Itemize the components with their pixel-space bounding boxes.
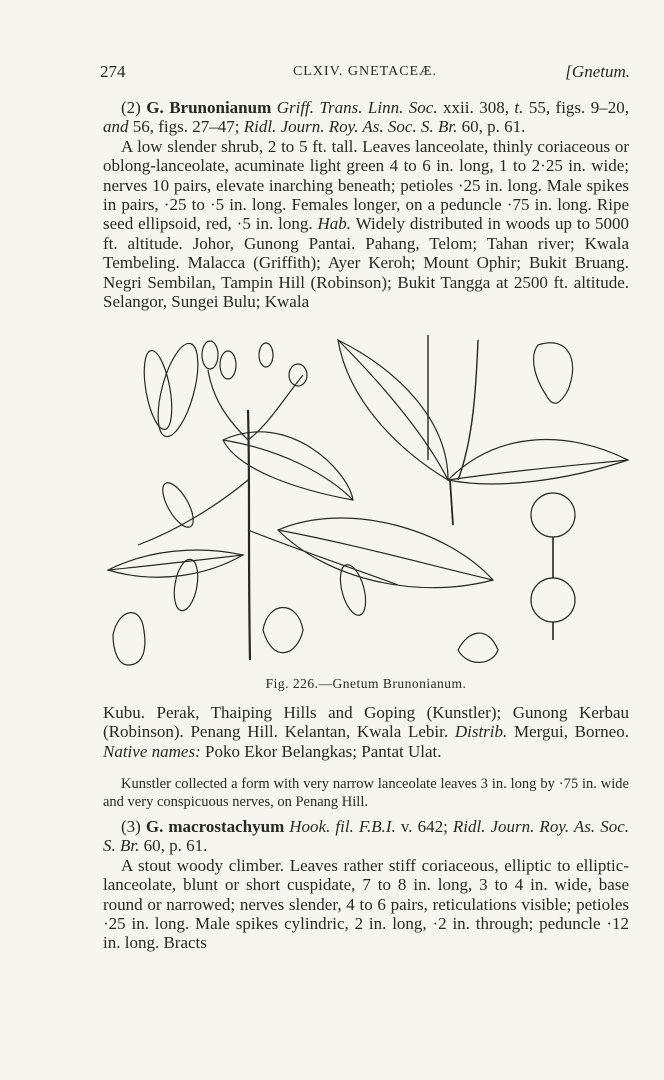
branch <box>208 370 248 440</box>
seed <box>157 478 199 531</box>
species-2-entry <box>103 98 629 311</box>
locality-text: Kubu. Perak, Thaiping Hills and Goping (Kunstler); Gunong Kerbau (Robinson). Penang Hill. Kelantan, Kwala Lebir. <box>103 703 629 742</box>
citation: Ridl. Journ. Roy. As. Soc. S. Br. <box>103 817 630 856</box>
citation-detail: 60, p. 61. <box>139 836 208 856</box>
species-2-note <box>103 775 629 811</box>
citation-detail: 60, p. 61. <box>457 117 526 137</box>
citation-detail: xxii. 308, <box>437 98 515 117</box>
species-2-continued <box>103 703 629 761</box>
native-names-text: Poko Ekor Belangkas; Pantat Ulat. <box>200 741 442 761</box>
leaf <box>338 340 448 480</box>
habitat-label: Hab. <box>317 214 352 234</box>
seed-detail <box>534 343 573 403</box>
native-names-label: Native names: <box>103 741 201 761</box>
stem <box>248 410 250 660</box>
leaf <box>448 440 628 484</box>
running-head: CLXIV. GNETACEÆ. <box>292 64 438 79</box>
leaf <box>108 550 243 577</box>
branch <box>138 480 248 545</box>
species-name: G. macrostachyum <box>145 817 285 836</box>
bract-detail <box>458 633 498 662</box>
species-number: (2) <box>121 98 141 117</box>
species-3-heading <box>103 817 629 856</box>
citation: Ridl. Journ. Roy. As. Soc. S. Br. <box>243 117 458 137</box>
branch <box>248 530 398 585</box>
female-spike-head <box>531 493 575 537</box>
species-name: G. Brunonianum <box>146 98 272 117</box>
plate-abbrev: t. <box>514 98 524 117</box>
leaf <box>223 432 353 500</box>
description-text: A low slender shrub, 2 to 5 ft. tall. Leaves lanceolate, thinly coriaceous or oblong-lanceolate, acuminate light green 4 to 6 in. long, 1 to 2·25 in. wide; nerves 10 pairs, elevate inarching beneath; petioles ·25 in. long. Male spikes in pairs, ·25 to ·5 in. long. Females longer, on a peduncle ·75 in. long. Ripe seed ellipsoid, red, ·5 in. long. <box>103 136 629 234</box>
species-3-entry <box>103 817 629 953</box>
citation: Griff. Trans. Linn. Soc. <box>276 98 438 117</box>
distribution-text: Mergui, Borneo. <box>507 722 629 742</box>
genus-tag: [Gnetum. <box>565 62 630 81</box>
citation-detail: 55, figs. 9–20, <box>523 98 629 117</box>
page-number: 274 <box>100 62 126 81</box>
species-2-localities <box>103 703 629 761</box>
page-header <box>100 62 630 86</box>
conjunction: and <box>103 117 129 137</box>
botanical-illustration <box>98 330 636 670</box>
distribution-label: Distrib. <box>454 722 508 742</box>
species-number: (3) <box>121 817 141 836</box>
citation-detail: v. 642; <box>395 817 453 836</box>
figure-caption: Fig. 226.—Gnetum Brunonianum. <box>265 676 467 691</box>
species-2-heading <box>103 98 629 137</box>
species-3-description: A stout woody climber. Leaves rather stiff coriaceous, elliptic to elliptic-lanceolate, blunt or short cuspidate, 7 to 8 in. long, 3 to 4 in. wide, base round or narrowed; nerves slender, 4 to 6 pairs, reticulations visible; petioles ·25 in. long. Male spikes cylindric, 2 in. long, ·2 in. through; peduncle ·12 in. long. Bracts <box>103 855 629 953</box>
citation-detail: 56, figs. 27–47; <box>128 117 244 137</box>
note-text: Kunstler collected a form with very narrow lanceolate leaves 3 in. long by ·75 in. wide and very conspicuous nerves, on Penang Hill. <box>103 776 629 810</box>
bract-detail <box>113 613 145 665</box>
citation: Hook. fil. F.B.I. <box>289 817 396 836</box>
habitat-text: Widely distributed in woods up to 5000 ft. altitude. Johor, Gunong Pantai. Pahang, Telom; Tahan river; Kwala Tembeling. Malacca (Griffith); Ayer Keroh; Mount Ophir; Bukit Bruang. Negri Sembilan, Tampin Hill (Robinson); Bukit Tangga at 2500 ft. altitude. Selangor, Sungei Bulu; Kwala <box>103 214 629 312</box>
species-2-description <box>103 137 629 312</box>
ovule-detail <box>263 608 303 653</box>
seed <box>171 557 202 612</box>
bud <box>202 341 218 369</box>
